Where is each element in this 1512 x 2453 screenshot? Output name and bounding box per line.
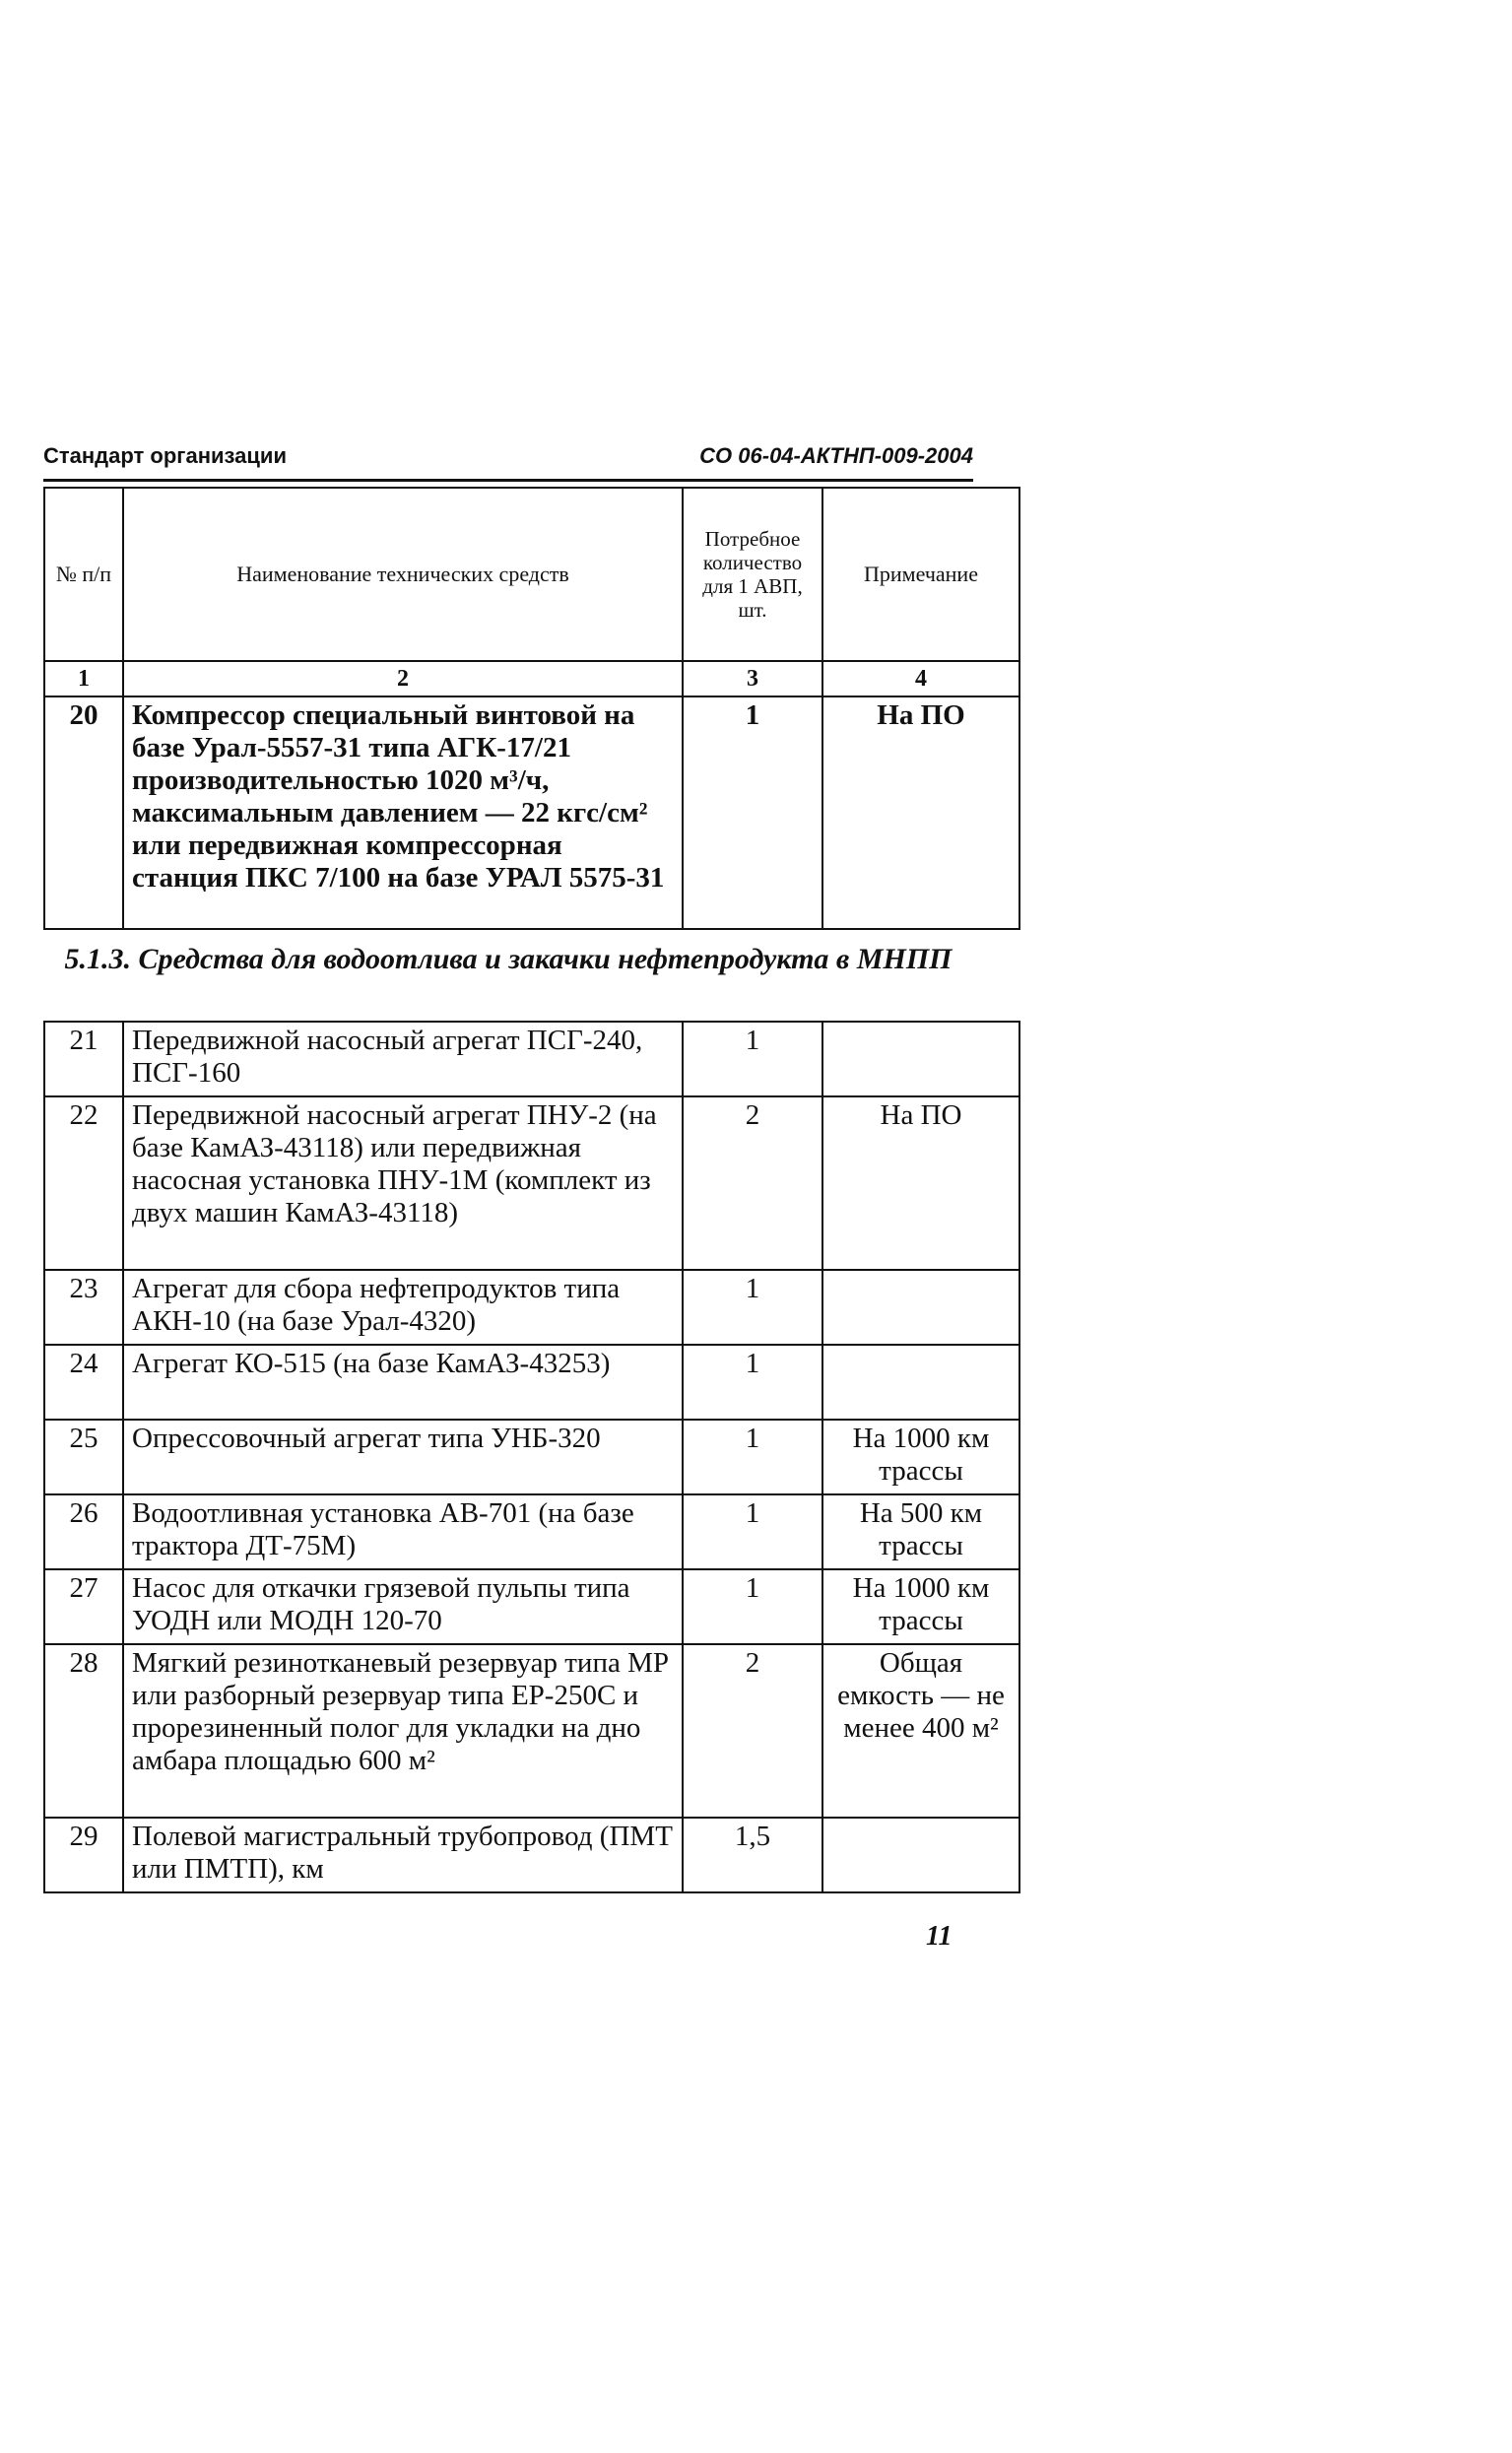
table-row-20 (43, 696, 1020, 930)
row-note: На 500 км трассы (822, 1494, 1019, 1569)
row-quantity: 1 (683, 696, 822, 929)
row-number: 22 (44, 1096, 123, 1270)
row-quantity: 1 (683, 1569, 822, 1644)
table-row (44, 1022, 1019, 1096)
row-quantity: 1,5 (683, 1818, 822, 1892)
column-number-2: 2 (123, 661, 683, 696)
column-number-3: 3 (683, 661, 822, 696)
section-title: 5.1.3. Средства для водоотлива и закачки нефтепродукта в МНПП (64, 943, 953, 975)
table-row (44, 1420, 1019, 1494)
row-quantity: 1 (683, 1494, 822, 1569)
table-body (43, 1021, 1020, 1893)
row-number: 26 (44, 1494, 123, 1569)
row-name: Агрегат КО-515 (на базе КамАЗ-43253) (123, 1345, 683, 1420)
row-number: 21 (44, 1022, 123, 1096)
row-name: Опрессовочный агрегат типа УНБ-320 (123, 1420, 683, 1494)
row-note (822, 1022, 1019, 1096)
table-row (44, 1569, 1019, 1644)
row-quantity: 1 (683, 1420, 822, 1494)
row-name: Передвижной насосный агрегат ПНУ-2 (на базе КамАЗ-43118) или передвижная насосная установка ПНУ-1М (комплект из двух машин КамАЗ-43118) (123, 1096, 683, 1270)
row-number: 27 (44, 1569, 123, 1644)
row-name: Мягкий резинотканевый резервуар типа МР или разборный резервуар типа ЕР-250С и прорезиненный полог для укладки на дно амбара площадью 600 м² (123, 1644, 683, 1818)
page-number: 11 (926, 1921, 953, 1952)
table-header (43, 487, 1020, 697)
page-header (43, 439, 973, 482)
header-quantity: Потребное количество для 1 АВП, шт. (683, 488, 822, 661)
table-row (44, 696, 1019, 929)
row-name: Передвижной насосный агрегат ПСГ-240, ПСГ-160 (123, 1022, 683, 1096)
row-number: 24 (44, 1345, 123, 1420)
table-row (44, 1494, 1019, 1569)
row-note: На ПО (822, 1096, 1019, 1270)
column-number-1: 1 (44, 661, 123, 696)
row-note: На 1000 км трассы (822, 1569, 1019, 1644)
table-row (44, 1345, 1019, 1420)
row-name: Водоотливная установка АВ-701 (на базе трактора ДТ-75М) (123, 1494, 683, 1569)
header-row (44, 488, 1019, 661)
document-code: СО 06-04-АКТНП-009-2004 (699, 443, 973, 468)
row-note (822, 1345, 1019, 1420)
header-number: № п/п (44, 488, 123, 661)
row-quantity: 2 (683, 1644, 822, 1818)
row-quantity: 2 (683, 1096, 822, 1270)
row-note (822, 1818, 1019, 1892)
row-name: Насос для откачки грязевой пульпы типа УОДН или МОДН 120-70 (123, 1569, 683, 1644)
table-row (44, 1818, 1019, 1892)
header-name: Наименование технических средств (123, 488, 683, 661)
row-number: 28 (44, 1644, 123, 1818)
row-quantity: 1 (683, 1022, 822, 1096)
organization-label: Стандарт организации (43, 443, 287, 468)
column-number-4: 4 (822, 661, 1019, 696)
row-number: 25 (44, 1420, 123, 1494)
row-name: Компрессор специальный винтовой на базе Урал-5557-31 типа АГК-17/21 производительностью 1020 м³/ч, максимальным давлением — 22 кгс/см² или передвижная компрессорная станция ПКС 7/100 на базе УРАЛ 5575-31 (123, 696, 683, 929)
row-name: Агрегат для сбора нефтепродуктов типа АКН-10 (на базе Урал-4320) (123, 1270, 683, 1345)
table-row (44, 1644, 1019, 1818)
row-name: Полевой магистральный трубопровод (ПМТ или ПМТП), км (123, 1818, 683, 1892)
column-numbers-row (44, 661, 1019, 696)
row-number: 29 (44, 1818, 123, 1892)
row-note: Общая емкость — не менее 400 м² (822, 1644, 1019, 1818)
row-note: На ПО (822, 696, 1019, 929)
row-number: 20 (44, 696, 123, 929)
table-row (44, 1096, 1019, 1270)
header-note: Примечание (822, 488, 1019, 661)
table-row (44, 1270, 1019, 1345)
row-quantity: 1 (683, 1270, 822, 1345)
row-quantity: 1 (683, 1345, 822, 1420)
row-note (822, 1270, 1019, 1345)
row-note: На 1000 км трассы (822, 1420, 1019, 1494)
row-number: 23 (44, 1270, 123, 1345)
